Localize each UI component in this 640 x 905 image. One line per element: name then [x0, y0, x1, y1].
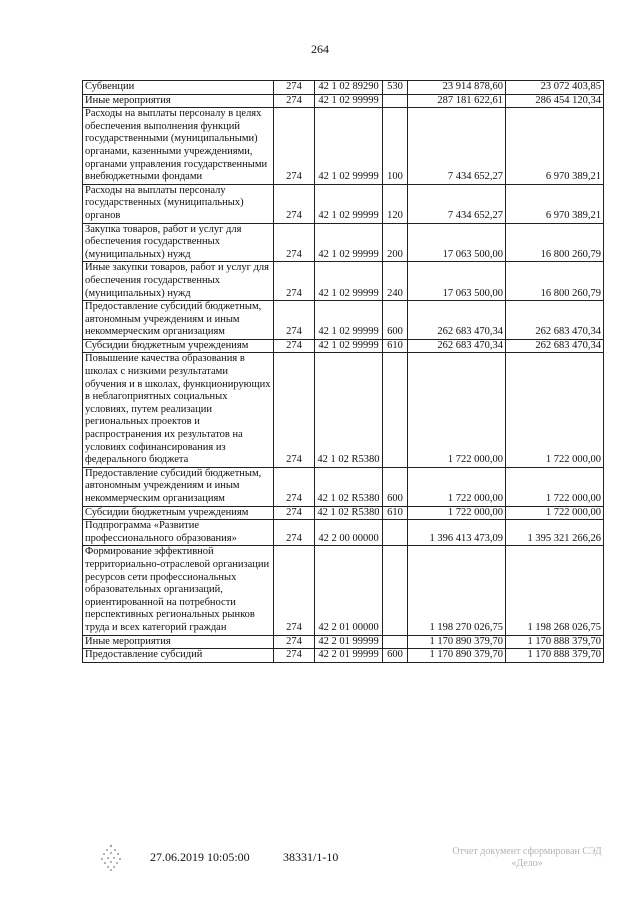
row-sum1: 7 434 652,27 — [408, 108, 506, 185]
row-sum1: 1 170 890 379,70 — [408, 649, 506, 663]
row-grbs: 274 — [274, 301, 315, 340]
row-sum1: 23 914 878,60 — [408, 81, 506, 95]
row-name: Предоставление субсидий бюджетным, автономным учреждениям и иным некоммерческим организациям — [83, 301, 274, 340]
row-vr — [383, 353, 408, 467]
row-grbs: 274 — [274, 546, 315, 635]
table-row — [83, 546, 604, 635]
table-row — [83, 649, 604, 663]
row-sum2: 16 800 260,79 — [506, 262, 604, 301]
row-name: Расходы на выплаты персоналу государственных (муниципальных) органов — [83, 184, 274, 223]
row-grbs: 274 — [274, 339, 315, 353]
row-sum1: 1 396 413 473,09 — [408, 520, 506, 546]
row-vr — [383, 546, 408, 635]
row-sum2: 286 454 120,34 — [506, 94, 604, 108]
footer-document-number: 38331/1-10 — [283, 850, 339, 864]
row-sum1: 262 683 470,34 — [408, 339, 506, 353]
row-grbs: 274 — [274, 262, 315, 301]
table-row — [83, 339, 604, 353]
row-csr: 42 2 00 00000 — [315, 520, 383, 546]
table-row — [83, 520, 604, 546]
row-sum2: 262 683 470,34 — [506, 339, 604, 353]
row-vr: 600 — [383, 301, 408, 340]
row-name: Иные мероприятия — [83, 635, 274, 649]
row-csr: 42 1 02 99999 — [315, 184, 383, 223]
table-body — [83, 81, 604, 663]
row-name: Формирование эффективной территориально-отраслевой организации ресурсов сети профессиональных образовательных организаций, ориентированной на потребности перспективных региональных рынков труда и всех категорий граждан — [83, 546, 274, 635]
row-grbs: 274 — [274, 223, 315, 262]
row-csr: 42 1 02 99999 — [315, 223, 383, 262]
row-vr: 200 — [383, 223, 408, 262]
row-sum2: 6 970 389,21 — [506, 108, 604, 185]
row-sum1: 1 722 000,00 — [408, 506, 506, 520]
row-sum2: 1 170 888 379,70 — [506, 635, 604, 649]
row-vr: 240 — [383, 262, 408, 301]
row-grbs: 274 — [274, 184, 315, 223]
row-sum2: 6 970 389,21 — [506, 184, 604, 223]
row-name: Субсидии бюджетным учреждениям — [83, 339, 274, 353]
table-row — [83, 353, 604, 467]
row-sum1: 17 063 500,00 — [408, 262, 506, 301]
row-csr: 42 1 02 R5380 — [315, 506, 383, 520]
row-grbs: 274 — [274, 94, 315, 108]
table-row — [83, 506, 604, 520]
row-name: Подпрограмма «Развитие профессионального образования» — [83, 520, 274, 546]
row-vr: 610 — [383, 339, 408, 353]
row-name: Предоставление субсидий бюджетным, автономным учреждениям и иным некоммерческим организациям — [83, 467, 274, 506]
row-grbs: 274 — [274, 635, 315, 649]
row-csr: 42 2 01 00000 — [315, 546, 383, 635]
row-sum1: 1 722 000,00 — [408, 353, 506, 467]
row-sum1: 1 198 270 026,75 — [408, 546, 506, 635]
row-grbs: 274 — [274, 467, 315, 506]
row-sum2: 1 722 000,00 — [506, 467, 604, 506]
table-row — [83, 301, 604, 340]
row-vr: 600 — [383, 467, 408, 506]
row-name: Закупка товаров, работ и услуг для обеспечения государственных (муниципальных) нужд — [83, 223, 274, 262]
row-sum2: 16 800 260,79 — [506, 223, 604, 262]
emblem-icon — [94, 842, 128, 872]
row-grbs: 274 — [274, 81, 315, 95]
row-sum1: 1 722 000,00 — [408, 467, 506, 506]
row-sum2: 1 722 000,00 — [506, 506, 604, 520]
row-name: Иные мероприятия — [83, 94, 274, 108]
row-sum1: 17 063 500,00 — [408, 223, 506, 262]
footer-date: 27.06.2019 10:05:00 — [150, 850, 250, 864]
row-sum1: 1 170 890 379,70 — [408, 635, 506, 649]
table-row — [83, 635, 604, 649]
row-csr: 42 1 02 99999 — [315, 108, 383, 185]
budget-table — [82, 80, 604, 663]
row-vr: 120 — [383, 184, 408, 223]
row-vr: 530 — [383, 81, 408, 95]
row-csr: 42 1 02 99999 — [315, 94, 383, 108]
table-row — [83, 108, 604, 185]
row-csr: 42 2 01 99999 — [315, 649, 383, 663]
table-row — [83, 184, 604, 223]
row-name: Субсидии бюджетным учреждениям — [83, 506, 274, 520]
row-name: Иные закупки товаров, работ и услуг для обеспечения государственных (муниципальных) нужд — [83, 262, 274, 301]
table-row — [83, 467, 604, 506]
row-sum1: 262 683 470,34 — [408, 301, 506, 340]
row-vr — [383, 635, 408, 649]
row-grbs: 274 — [274, 520, 315, 546]
row-grbs: 274 — [274, 649, 315, 663]
row-name: Предоставление субсидий — [83, 649, 274, 663]
row-sum2: 1 198 268 026,75 — [506, 546, 604, 635]
row-sum2: 1 722 000,00 — [506, 353, 604, 467]
row-csr: 42 1 02 89290 — [315, 81, 383, 95]
row-sum1: 287 181 622,61 — [408, 94, 506, 108]
row-name: Повышение качества образования в школах с низкими результатами обучения и в школах, функционирующих в неблагоприятных социальных условиях, путем реализации региональных проектов и распространения их результатов на условиях софинансирования из федерального бюджета — [83, 353, 274, 467]
row-grbs: 274 — [274, 108, 315, 185]
footer-stamp: Отчет документ сформирован СЭД «Дело» — [452, 846, 602, 869]
row-csr: 42 2 01 99999 — [315, 635, 383, 649]
row-sum2: 23 072 403,85 — [506, 81, 604, 95]
table-row — [83, 94, 604, 108]
table-row — [83, 81, 604, 95]
page-number: 264 — [311, 42, 329, 56]
row-name: Субвенции — [83, 81, 274, 95]
row-vr: 600 — [383, 649, 408, 663]
table-row — [83, 223, 604, 262]
row-csr: 42 1 02 99999 — [315, 301, 383, 340]
row-sum2: 1 395 321 266,26 — [506, 520, 604, 546]
row-sum2: 262 683 470,34 — [506, 301, 604, 340]
row-sum1: 7 434 652,27 — [408, 184, 506, 223]
row-vr: 100 — [383, 108, 408, 185]
row-vr: 610 — [383, 506, 408, 520]
row-grbs: 274 — [274, 353, 315, 467]
row-vr — [383, 520, 408, 546]
row-grbs: 274 — [274, 506, 315, 520]
row-sum2: 1 170 888 379,70 — [506, 649, 604, 663]
row-csr: 42 1 02 R5380 — [315, 353, 383, 467]
table-row — [83, 262, 604, 301]
row-vr — [383, 94, 408, 108]
row-csr: 42 1 02 99999 — [315, 339, 383, 353]
row-name: Расходы на выплаты персоналу в целях обеспечения выполнения функций государственными (муниципальными) органами, казенными учреждениями, органами управления государственными внебюджетными фондами — [83, 108, 274, 185]
row-csr: 42 1 02 99999 — [315, 262, 383, 301]
row-csr: 42 1 02 R5380 — [315, 467, 383, 506]
